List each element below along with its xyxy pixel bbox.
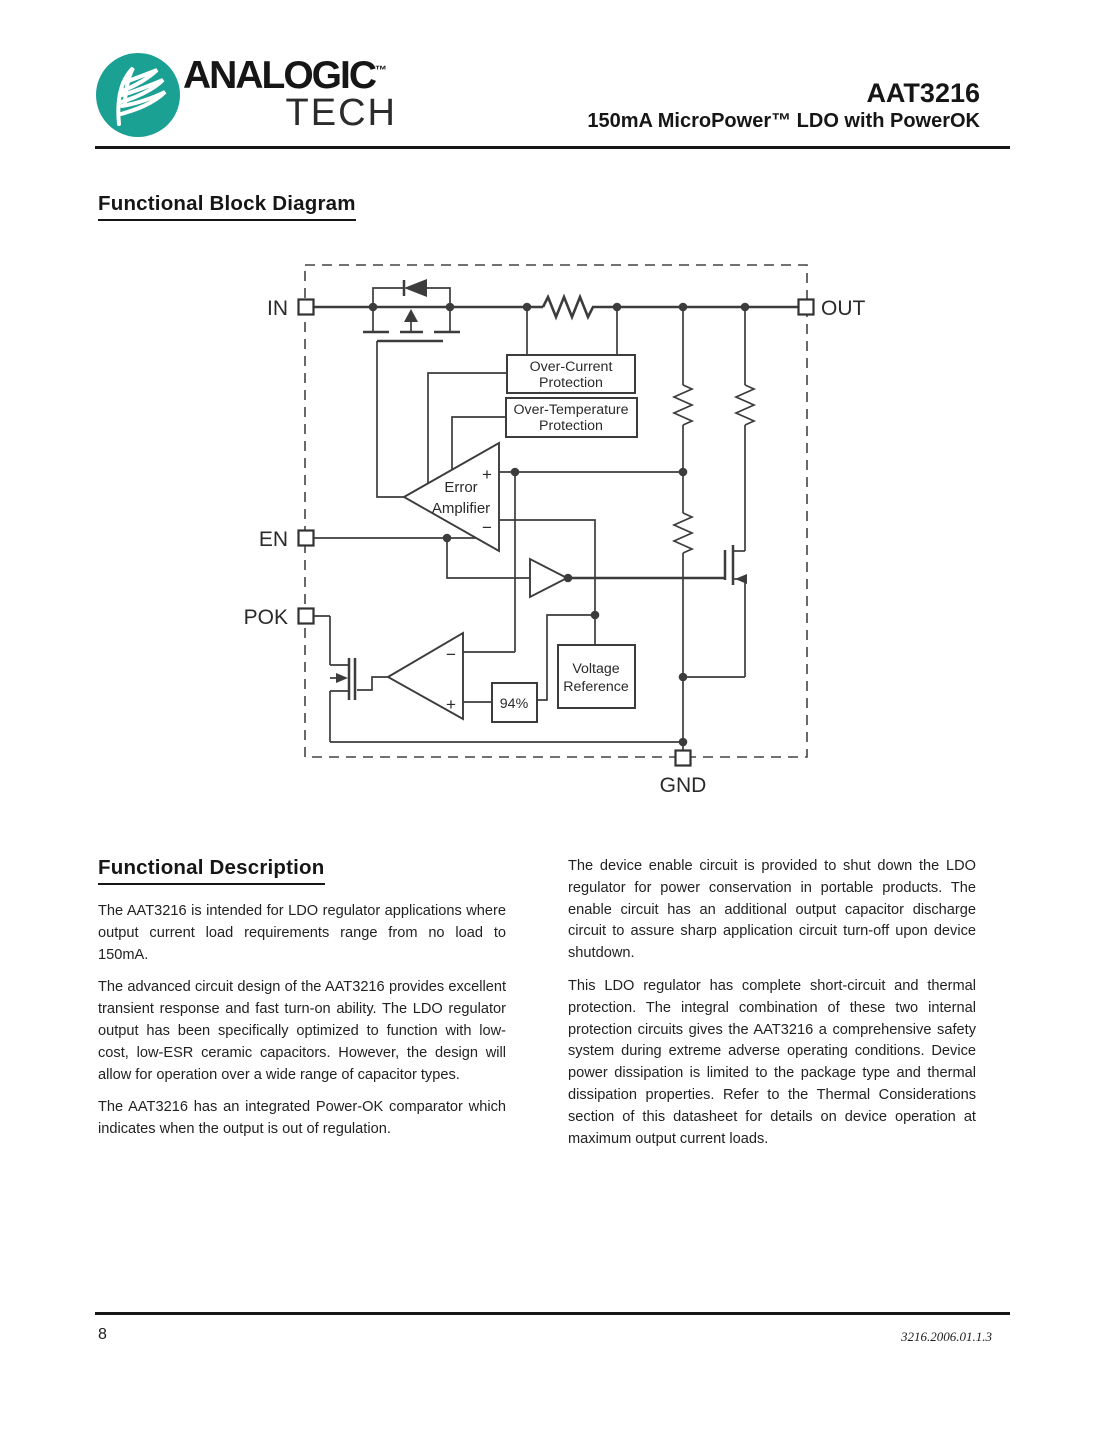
over-temperature-label-line1: Over-Temperature (513, 402, 629, 418)
error-amplifier-minus-label: − (482, 518, 492, 537)
pin-gnd (676, 751, 691, 766)
error-amplifier-label-line2: Amplifier (431, 500, 491, 517)
pin-label-in: IN (267, 297, 288, 320)
pass-transistor (363, 279, 460, 497)
error-amplifier-plus-label: + (482, 465, 492, 484)
pin-label-en: EN (258, 528, 288, 551)
threshold-94-label: 94% (499, 696, 529, 712)
over-current-protection-block (428, 307, 635, 483)
over-temperature-label-line2: Protection (539, 418, 603, 434)
document-title-block (587, 78, 980, 134)
voltage-reference-label-line2: Reference (563, 679, 629, 695)
voltage-reference-block (492, 615, 635, 722)
functional-block-diagram (240, 255, 880, 810)
divider-resistor-bottom (674, 513, 692, 553)
pok-nmos-arrow-icon (336, 673, 348, 683)
brand-tech-text: TECH (285, 92, 397, 134)
brand-analogic-text: ANALOGIC (183, 54, 375, 97)
part-subtitle: 150mA MicroPower™ LDO with PowerOK (587, 110, 980, 132)
paragraph: The AAT3216 is intended for LDO regulator applications where output current load requirements range from no load to 150mA. (98, 903, 506, 963)
top-rail (313, 297, 798, 317)
pok-comparator-minus-label: − (446, 645, 456, 664)
error-amplifier-block (404, 443, 683, 645)
ground-rail (330, 742, 683, 751)
part-number: AAT3216 (866, 78, 980, 108)
sense-resistor (543, 297, 598, 317)
discharge-nmos (725, 545, 747, 585)
paragraph: The device enable circuit is provided to shut down the LDO regulator for power conservation in portable products. The enable circuit has an additional output capacitor discharge circuit to assure sharp application circuit turn-off upon device shutdown. (568, 858, 976, 962)
error-amplifier-label-line1: Error (444, 479, 478, 496)
page-number: 8 (98, 1326, 107, 1343)
pok-transistor (313, 616, 355, 742)
pin-in (299, 300, 314, 315)
footer-rule (95, 1312, 1010, 1315)
chip-boundary (305, 265, 807, 757)
discharge-resistor (736, 385, 754, 425)
trademark-symbol: ™ (375, 63, 387, 77)
paragraph: The advanced circuit design of the AAT3216 provides excellent transient response and fast turn-on ability. The LDO regulator output has been specifically optimized to function with low-cost, low-ESR ceramic capacitors. However, the design will allow for operation over a wide range of capacitor types. (98, 979, 506, 1083)
pok-comparator-plus-label: + (446, 695, 456, 714)
description-left-column (98, 901, 506, 1152)
description-right-column (568, 856, 976, 1161)
pin-out (799, 300, 814, 315)
buffer-triangle-icon (530, 559, 567, 597)
over-current-label-line2: Protection (539, 375, 603, 391)
gate-wire (377, 341, 404, 497)
analogictech-logo-icon (95, 52, 181, 138)
over-current-label-line1: Over-Current (529, 359, 613, 375)
pin-label-gnd: GND (659, 774, 707, 797)
body-diode-icon (404, 279, 427, 297)
pin-label-out: OUT (821, 297, 866, 320)
output-discharge-branch (683, 307, 754, 677)
body-arrow-icon (404, 309, 418, 322)
brand-wordmark (183, 50, 397, 134)
section-heading-functional-block-diagram: Functional Block Diagram (98, 192, 356, 221)
pin-pok (299, 609, 314, 624)
header-rule (95, 146, 1010, 149)
pin-en (299, 531, 314, 546)
voltage-reference-label-line1: Voltage (572, 661, 620, 677)
pin-label-pok: POK (243, 606, 288, 629)
paragraph: This LDO regulator has complete short-circuit and thermal protection. The integral combination of these two internal protection circuits gives the AAT3216 a comprehensive safety system during extreme adverse operating conditions. Device power dissipation is limited to the package type and thermal dissipation properties. Refer to the Thermal Considerations section of this datasheet for details on device operation at maximum output current loads. (568, 977, 976, 1147)
section-heading-functional-description: Functional Description (98, 856, 325, 885)
brand-line1 (183, 50, 397, 96)
divider-resistor-top (674, 385, 692, 425)
document-revision-code: 3216.2006.01.1.3 (901, 1329, 992, 1344)
paragraph: The AAT3216 has an integrated Power-OK comparator which indicates when the output is out of regulation. (98, 1099, 506, 1138)
